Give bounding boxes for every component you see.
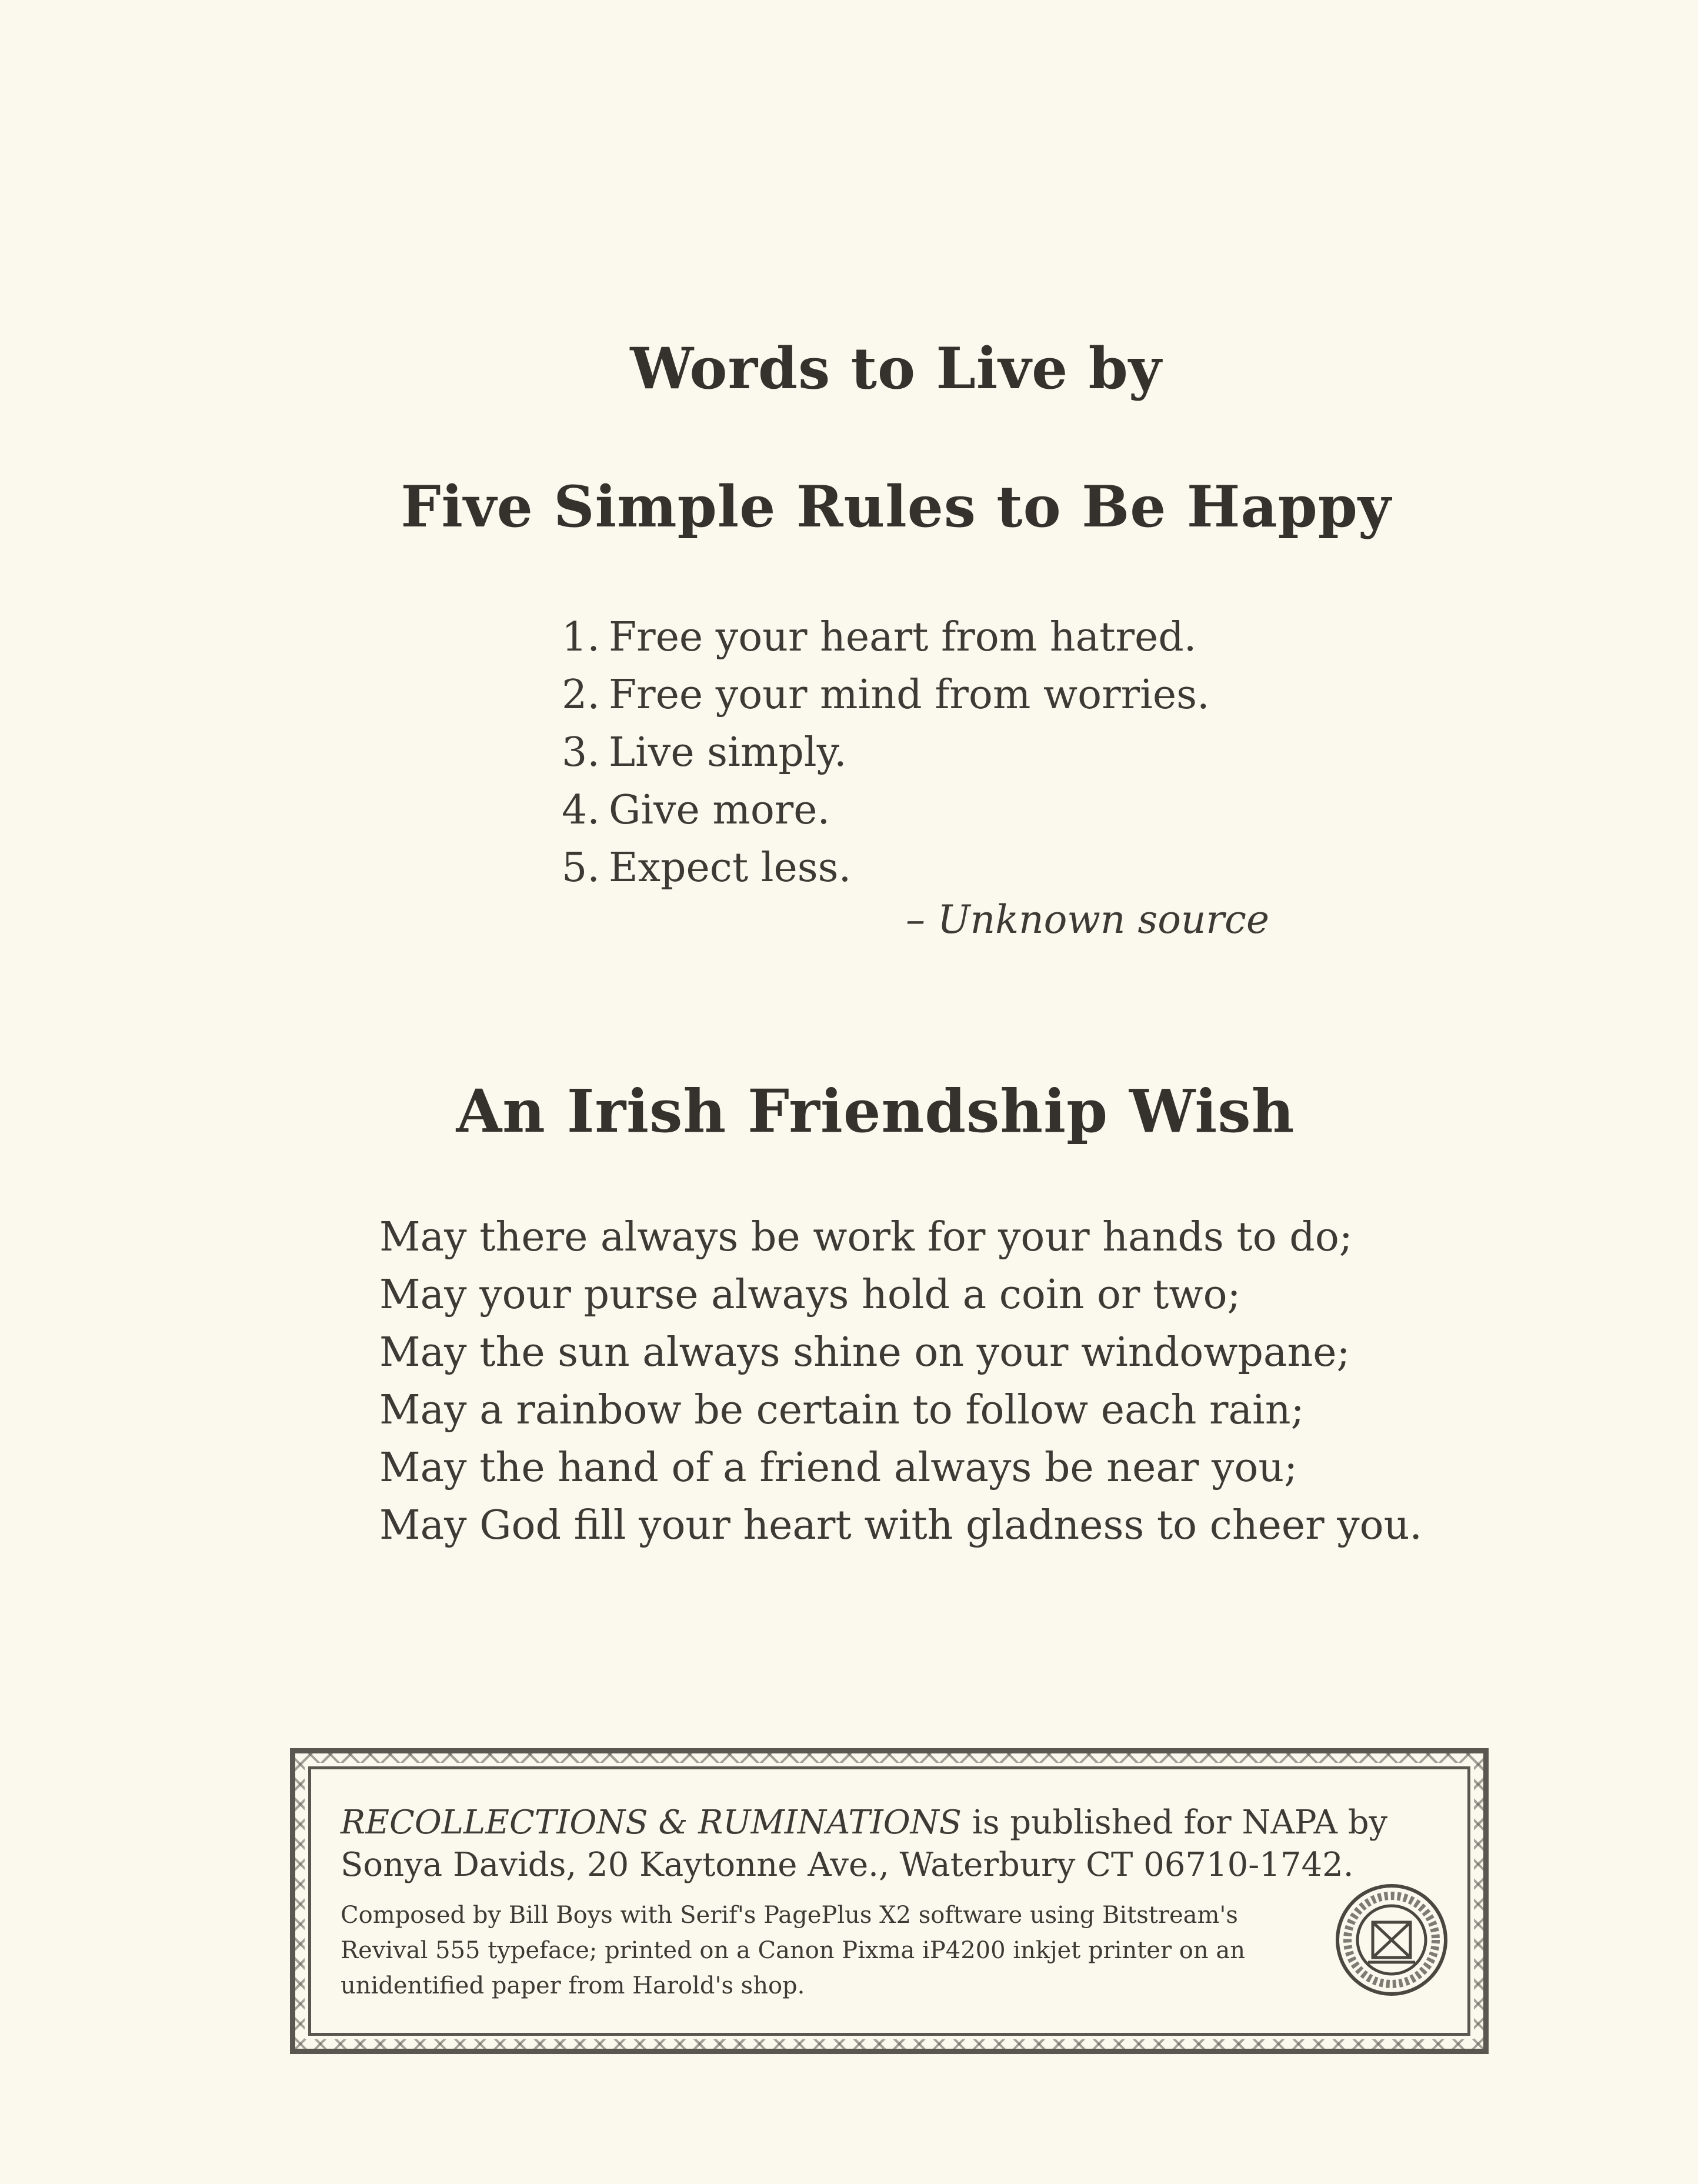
rule-item xyxy=(562,724,1210,782)
colophon-inner xyxy=(308,1766,1470,2036)
rule-item xyxy=(562,666,1210,724)
poem-line: May your purse always hold a coin or two; xyxy=(379,1272,1241,1318)
rule-number: 1. xyxy=(562,614,600,661)
rule-text: Free your mind from worries. xyxy=(609,672,1210,718)
rule-item xyxy=(562,839,1210,897)
publisher-text: is published for NAPA by xyxy=(962,1803,1388,1842)
colophon-credits: Composed by Bill Boys with Serif's PagePlus X2 software using Bitstream's Revival 555 typeface; printed on a Canon Pixma iP4200 inkjet printer on an unidentified paper from Harold's shop. xyxy=(341,1902,1245,1999)
publication-name: RECOLLECTIONS & RUMINATIONS xyxy=(341,1803,962,1842)
rule-text: Live simply. xyxy=(609,729,847,776)
napa-seal-icon xyxy=(1333,1881,1450,1999)
poem-line: May the hand of a friend always be near you; xyxy=(379,1445,1298,1491)
rule-item xyxy=(562,609,1210,666)
rules-heading: Five Simple Rules to Be Happy xyxy=(401,474,1392,540)
poem-line: May the sun always shine on your windowpane; xyxy=(379,1329,1350,1376)
poem-line: May a rainbow be certain to follow each rain; xyxy=(379,1387,1305,1433)
colophon-line-1 xyxy=(341,1803,1387,1842)
poem-line: May God fill your heart with gladness to cheer you. xyxy=(379,1502,1422,1549)
rule-text: Expect less. xyxy=(609,845,852,891)
poem-line: May there always be work for your hands to do; xyxy=(379,1214,1353,1261)
colophon-box xyxy=(290,1748,1489,2054)
attribution: – Unknown source xyxy=(906,897,1270,942)
rule-text: Free your heart from hatred. xyxy=(609,614,1197,661)
rule-number: 4. xyxy=(562,787,600,833)
rule-number: 3. xyxy=(562,729,600,776)
rules-list xyxy=(562,609,1210,897)
rule-text: Give more. xyxy=(609,787,830,833)
rule-number: 2. xyxy=(562,672,600,718)
colophon-address: Sonya Davids, 20 Kaytonne Ave., Waterbury CT 06710-1742. xyxy=(341,1846,1354,1884)
rule-number: 5. xyxy=(562,845,600,891)
poem xyxy=(379,1209,1422,1555)
page-title: Words to Live by xyxy=(630,335,1162,402)
rule-item xyxy=(562,782,1210,839)
poem-heading: An Irish Friendship Wish xyxy=(456,1076,1295,1146)
